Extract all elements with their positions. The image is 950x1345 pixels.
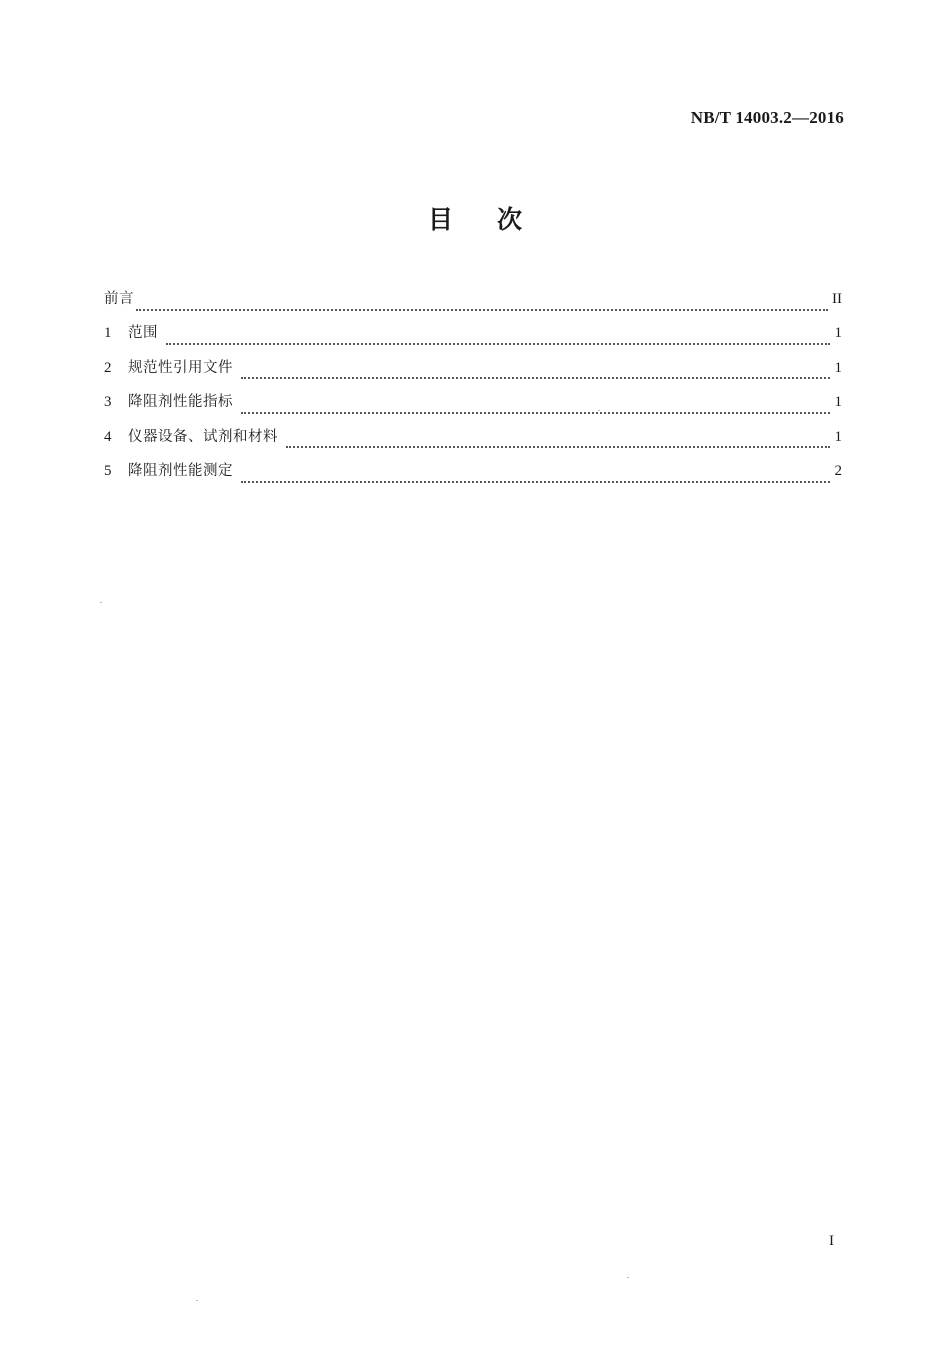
- toc-entry-normative-references[interactable]: [104, 356, 842, 390]
- toc-entry-performance-measurement[interactable]: [104, 459, 842, 493]
- toc-leader-dots: [241, 376, 830, 379]
- toc-entry-foreword[interactable]: [104, 287, 842, 321]
- scan-speck: [196, 1300, 198, 1301]
- toc-entry-number: 5: [104, 462, 112, 479]
- toc-entry-page: 1: [834, 325, 842, 342]
- toc-entry-label: 范围: [128, 325, 158, 342]
- toc-entry-page: 1: [834, 394, 842, 411]
- toc-leader-dots: [286, 445, 830, 448]
- toc-entry-label: 前言: [104, 291, 134, 307]
- page-number: I: [829, 1233, 834, 1249]
- toc-entry-page: II: [832, 291, 842, 307]
- scan-speck: [598, 410, 600, 411]
- toc-entry-page: 2: [834, 462, 842, 479]
- toc-entry-performance-indicators[interactable]: [104, 390, 842, 424]
- toc-entry-number: 1: [104, 325, 112, 342]
- toc-title: 目次: [427, 205, 566, 234]
- toc-leader-dots: [166, 342, 830, 345]
- toc-entry-number: 3: [104, 394, 112, 411]
- standard-number: NB/T 14003.2—2016: [690, 108, 844, 127]
- toc-leader-dots: [241, 411, 830, 414]
- toc-leader-dots: [136, 308, 828, 311]
- scan-speck: [100, 602, 102, 603]
- toc-entry-scope[interactable]: [104, 321, 842, 355]
- toc-leader-dots: [241, 480, 830, 483]
- toc-entry-page: 1: [834, 359, 842, 376]
- toc-entry-label: 降阻剂性能测定: [128, 462, 233, 479]
- toc-entry-instruments-reagents[interactable]: [104, 425, 842, 459]
- toc-entry-label: 仪器设备、试剂和材料: [128, 428, 278, 445]
- toc-entry-page: 1: [834, 428, 842, 445]
- toc-entry-label: 降阻剂性能指标: [128, 394, 233, 411]
- toc-entry-label: 规范性引用文件: [128, 359, 233, 376]
- toc-entry-number: 4: [104, 428, 112, 445]
- table-of-contents: [104, 287, 842, 493]
- toc-entry-number: 2: [104, 359, 112, 376]
- scan-speck: [627, 1277, 629, 1278]
